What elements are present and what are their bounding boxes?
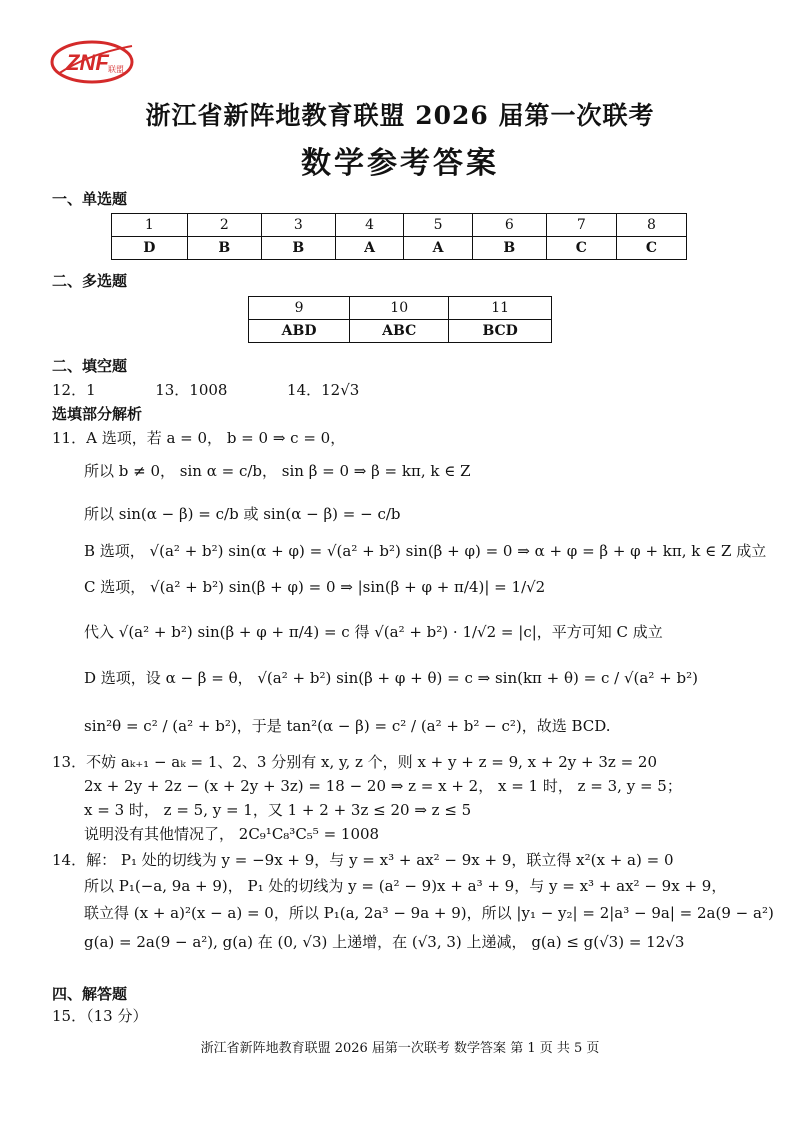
table-cell: B xyxy=(261,237,335,260)
table-cell: BCD xyxy=(449,320,552,343)
q13-line-2: 2x + 2y + 2z − (x + 2y + 3z) = 18 − 20 ⇒ z = x + 2， x = 1 时， z = 3, y = 5； xyxy=(84,777,682,795)
q11-line-2: 所以 b ≠ 0， sin α = c/b， sin β = 0 ⇒ β = kπ, k ∈ Z xyxy=(84,462,471,480)
answer-13: 13．1008 xyxy=(155,381,228,399)
q13-line-4: 说明没有其他情况了， 2C₉¹C₈³C₅⁵ = 1008 xyxy=(84,825,380,843)
table-cell: 10 xyxy=(350,297,449,320)
answer-title: 数学参考答案 xyxy=(301,146,499,181)
table-cell: 3 xyxy=(261,214,335,237)
table-cell: 7 xyxy=(546,214,616,237)
svg-text:ZNF: ZNF xyxy=(66,50,109,75)
q11-line-5: C 选项， √(a² + b²) sin(β + φ) = 0 ⇒ |sin(β + φ + π/4)| = 1/√2 xyxy=(84,578,546,596)
q14-line-3: 联立得 (x + a)²(x − a) = 0，所以 P₁(a, 2a³ − 9a + 9)，所以 |y₁ − y₂| = 2|a³ − 9a| = 2a(9 − a²) xyxy=(84,904,774,922)
table-cell: 9 xyxy=(249,297,350,320)
table-cell: 5 xyxy=(404,214,472,237)
section-multi-choice: 二、多选题 xyxy=(52,272,128,290)
q11-line-1: 11．A 选项，若 a = 0， b = 0 ⇒ c = 0， xyxy=(52,429,346,447)
q11-line-7: D 选项，设 α − β = θ， √(a² + b²) sin(β + φ + θ) = c ⇒ sin(kπ + θ) = c / √(a² + b²) xyxy=(84,669,698,687)
answer-12: 12．1 xyxy=(52,381,96,399)
table-cell: B xyxy=(187,237,261,260)
table-cell: B xyxy=(472,237,546,260)
table-cell: C xyxy=(616,237,686,260)
q14-line-4: g(a) = 2a(9 − a²), g(a) 在 (0, √3) 上递增，在 (√3, 3) 上递减， g(a) ≤ g(√3) = 12√3 xyxy=(84,933,685,951)
table-cell: ABD xyxy=(249,320,350,343)
q13-line-3: x = 3 时， z = 5, y = 1，又 1 + 2 + 3z ≤ 20 ⇒ z ≤ 5 xyxy=(84,801,472,819)
q14-line-2: 所以 P₁(−a, 9a + 9)， P₁ 处的切线为 y = (a² − 9)x + a³ + 9，与 y = x³ + ax² − 9x + 9， xyxy=(84,877,727,895)
table-cell: 1 xyxy=(112,214,188,237)
table-cell: C xyxy=(546,237,616,260)
q11-line-4: B 选项， √(a² + b²) sin(α + φ) = √(a² + b²) sin(β + φ) = 0 ⇒ α + φ = β + φ + kπ, k ∈ Z 成立 xyxy=(84,542,767,560)
analysis-heading: 选填部分解析 xyxy=(52,405,143,423)
table-cell: 4 xyxy=(335,214,403,237)
table-cell: D xyxy=(112,237,188,260)
multi-choice-table xyxy=(248,296,552,343)
table-cell: A xyxy=(404,237,472,260)
q15-heading: 15．（13 分） xyxy=(52,1007,148,1025)
q11-line-8: sin²θ = c² / (a² + b²)，于是 tan²(α − β) = c² / (a² + b² − c²)，故选 BCD. xyxy=(84,717,611,735)
fill-blank-answers xyxy=(52,380,359,400)
q11-line-3: 所以 sin(α − β) = c/b 或 sin(α − β) = − c/b xyxy=(84,505,401,523)
table-cell: A xyxy=(335,237,403,260)
table-cell: 11 xyxy=(449,297,552,320)
table-cell: 2 xyxy=(187,214,261,237)
svg-text:联盟: 联盟 xyxy=(108,65,124,74)
section-fill-blank: 二、填空题 xyxy=(52,357,128,375)
answer-14: 14．12√3 xyxy=(287,381,360,399)
table-cell: 6 xyxy=(472,214,546,237)
table-cell: 8 xyxy=(616,214,686,237)
q14-line-1: 14．解： P₁ 处的切线为 y = −9x + 9，与 y = x³ + ax² − 9x + 9，联立得 x²(x + a) = 0 xyxy=(52,851,674,869)
table-cell: ABC xyxy=(350,320,449,343)
section-single-choice: 一、单选题 xyxy=(52,190,128,208)
logo xyxy=(48,34,138,86)
q11-line-6: 代入 √(a² + b²) sin(β + φ + π/4) = c 得 √(a² + b²) · 1/√2 = |c|，平方可知 C 成立 xyxy=(84,623,663,641)
exam-title: 浙江省新阵地教育联盟 2026 届第一次联考 xyxy=(145,101,655,130)
section-solution: 四、解答题 xyxy=(52,985,128,1003)
q13-line-1: 13．不妨 aₖ₊₁ − aₖ = 1、2、3 分别有 x, y, z 个，则 x + y + z = 9, x + 2y + 3z = 20 xyxy=(52,753,657,771)
single-choice-table xyxy=(111,213,687,260)
page-footer: 浙江省新阵地教育联盟 2026 届第一次联考 数学答案 第 1 页 共 5 页 xyxy=(200,1041,600,1056)
